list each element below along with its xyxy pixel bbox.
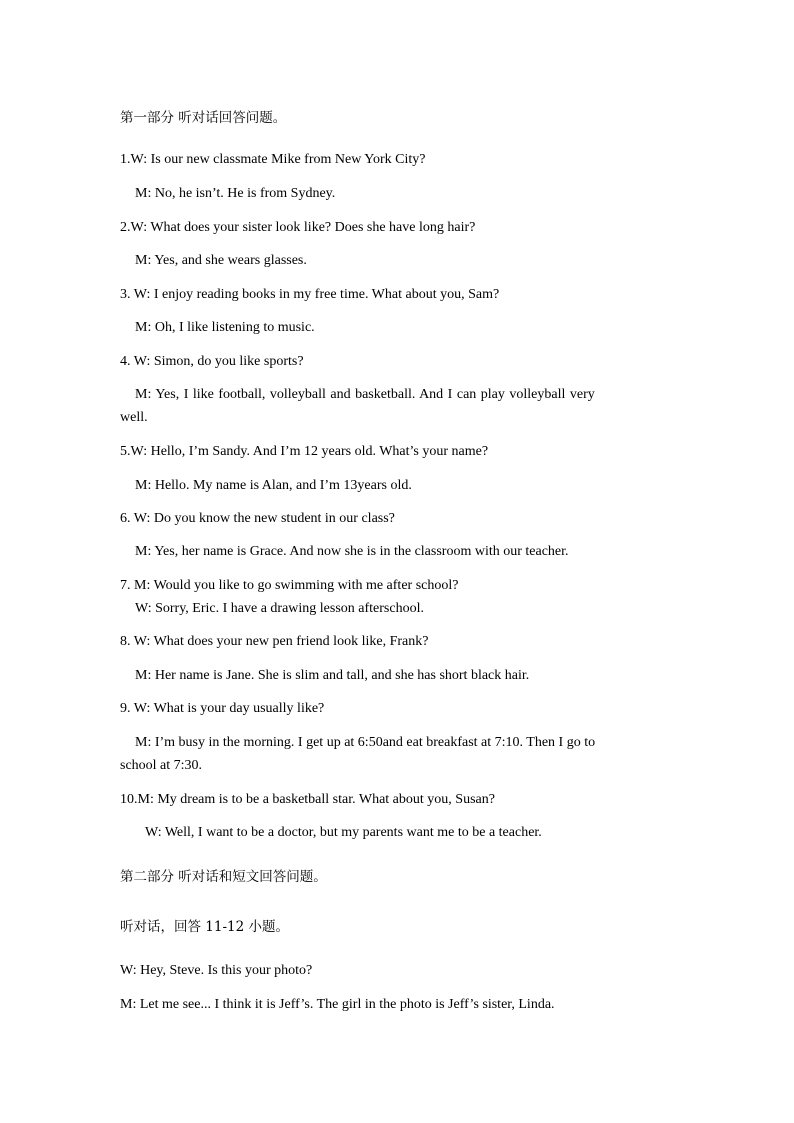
question-1: 1.W: Is our new classmate Mike from New York City? — [120, 152, 426, 167]
answer-5: M: Hello. My name is Alan, and I’m 13years old. — [135, 478, 412, 493]
answer-3: M: Oh, I like listening to music. — [135, 320, 315, 335]
answer-7: W: Sorry, Eric. I have a drawing lesson afterschool. — [135, 601, 424, 616]
part1-heading: 第一部分 听对话回答问题。 — [120, 110, 287, 126]
question-3: 3. W: I enjoy reading books in my free time. What about you, Sam? — [120, 287, 500, 302]
dialog-line-1: W: Hey, Steve. Is this your photo? — [120, 963, 313, 978]
answer-2: M: Yes, and she wears glasses. — [135, 253, 307, 268]
answer-8: M: Her name is Jane. She is slim and tall, and she has short black hair. — [135, 668, 530, 683]
answer-4: M: Yes, I like football, volleyball and basketball. And I can play volleyball very — [135, 387, 595, 402]
answer-1: M: No, he isn’t. He is from Sydney. — [135, 186, 336, 201]
answer-9-continued: school at 7:30. — [120, 758, 203, 773]
part2-heading: 第二部分 听对话和短文回答问题。 — [120, 869, 327, 885]
question-8: 8. W: What does your new pen friend look like, Frank? — [120, 634, 429, 649]
question-5: 5.W: Hello, I’m Sandy. And I’m 12 years old. What’s your name? — [120, 444, 489, 459]
question-2: 2.W: What does your sister look like? Does she have long hair? — [120, 220, 476, 235]
question-7: 7. M: Would you like to go swimming with me after school? — [120, 578, 459, 593]
part2-subheading: 听对话，回答 11-12 小题。 — [120, 919, 290, 935]
answer-6: M: Yes, her name is Grace. And now she is in the classroom with our teacher. — [135, 544, 569, 559]
dialog-line-2: M: Let me see... I think it is Jeff’s. The girl in the photo is Jeff’s sister, Linda. — [120, 997, 555, 1012]
question-6: 6. W: Do you know the new student in our class? — [120, 511, 395, 526]
question-10: 10.M: My dream is to be a basketball star. What about you, Susan? — [120, 792, 495, 807]
answer-9: M: I’m busy in the morning. I get up at 6:50and eat breakfast at 7:10. Then I go to — [135, 735, 596, 750]
answer-4-continued: well. — [120, 410, 148, 425]
question-9: 9. W: What is your day usually like? — [120, 701, 325, 716]
question-4: 4. W: Simon, do you like sports? — [120, 354, 304, 369]
answer-10: W: Well, I want to be a doctor, but my parents want me to be a teacher. — [145, 825, 542, 840]
